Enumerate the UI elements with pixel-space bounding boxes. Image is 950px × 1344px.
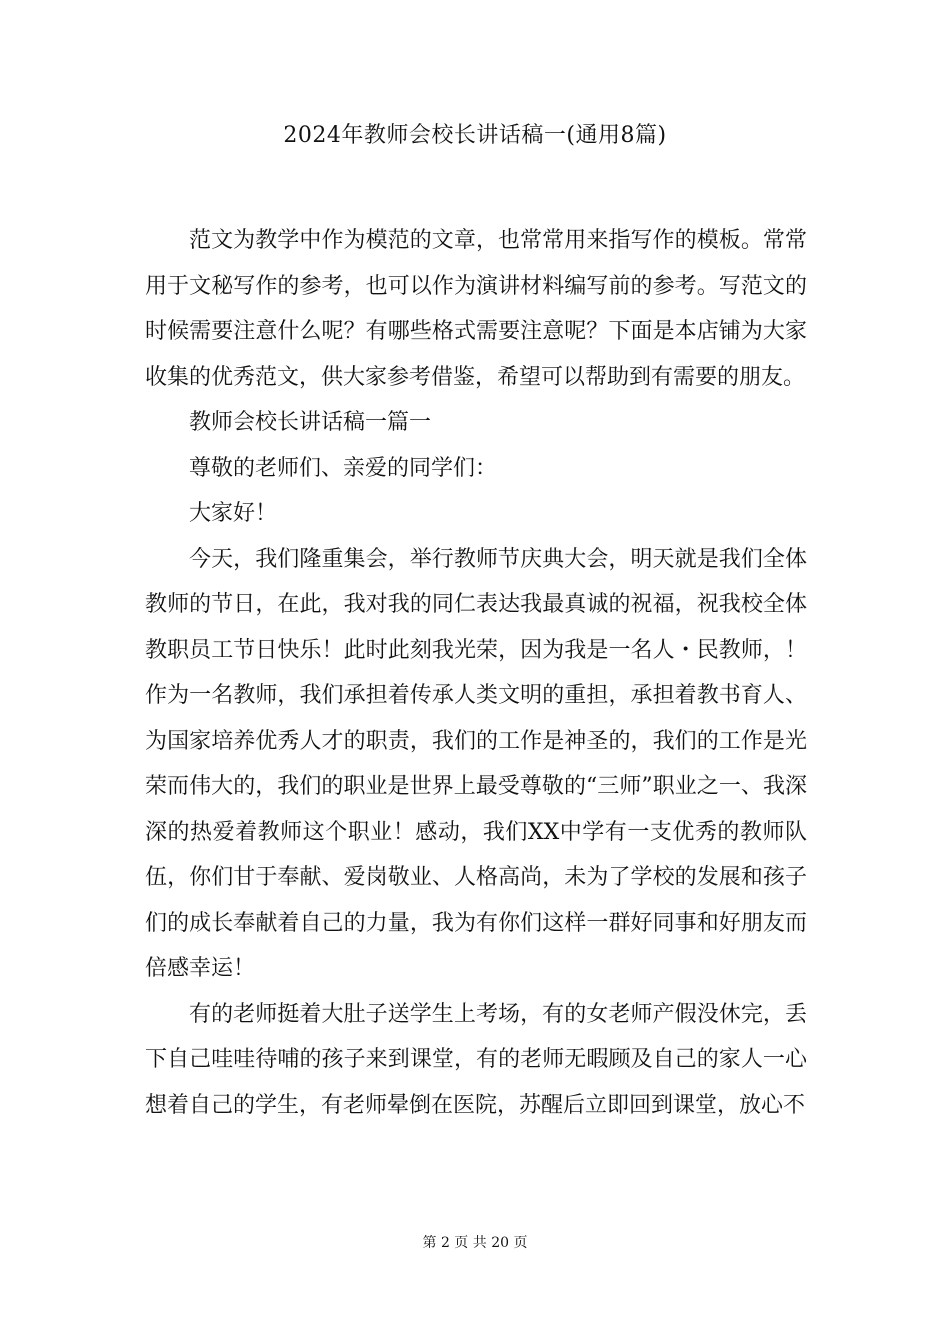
document-title: 2024年教师会校长讲话稿一(通用8篇) bbox=[283, 123, 667, 148]
paragraph-body-1: 今天，我们隆重集会，举行教师节庆典大会，明天就是我们全体教师的节日，在此，我对我的同仁表达我最真诚的祝福，祝我校全体教职员工节日快乐！此时此刻我光荣，因为我是一名人・民教师，！作为一名教师，我们承担着传承人类文明的重担，承担着教书育人、为国家培养优秀人才的职责，我们的工作是神圣的，我们的工作是光荣而伟大的，我们的职业是世界上最受尊敬的“三师”职业之一、我深深的热爱着教师这个职业！感动，我们XX中学有一支优秀的教师队伍，你们甘于奉献、爱岗敬业、人格高尚，未为了学校的发展和孩子们的成长奉献着自己的力量，我为有你们这样一群好同事和好朋友而倍感幸运！ bbox=[145, 546, 807, 981]
document-body bbox=[145, 218, 807, 1128]
paragraph-intro: 范文为教学中作为模范的文章，也常常用来指写作的模板。常常用于文秘写作的参考，也可以作为演讲材料编写前的参考。写范文的时候需要注意什么呢？有哪些格式需要注意呢？下面是本店铺为大家收集的优秀范文，供大家参考借鉴，希望可以帮助到有需要的朋友。 bbox=[145, 228, 807, 390]
paragraph-section-heading: 教师会校长讲话稿一篇一 bbox=[189, 410, 432, 435]
paragraph-greeting: 大家好！ bbox=[189, 501, 278, 526]
paragraph-salutation: 尊敬的老师们、亲爱的同学们： bbox=[189, 455, 498, 481]
page-number: 第 2 页 共 20 页 bbox=[422, 1235, 528, 1251]
paragraph-body-2: 有的老师挺着大肚子送学生上考场，有的女老师产假没休完，丢下自己哇哇待哺的孩子来到课堂，有的老师无暇顾及自己的家人一心想着自己的学生，有老师晕倒在医院，苏醒后立即回到课堂，放心不 bbox=[145, 1001, 807, 1118]
